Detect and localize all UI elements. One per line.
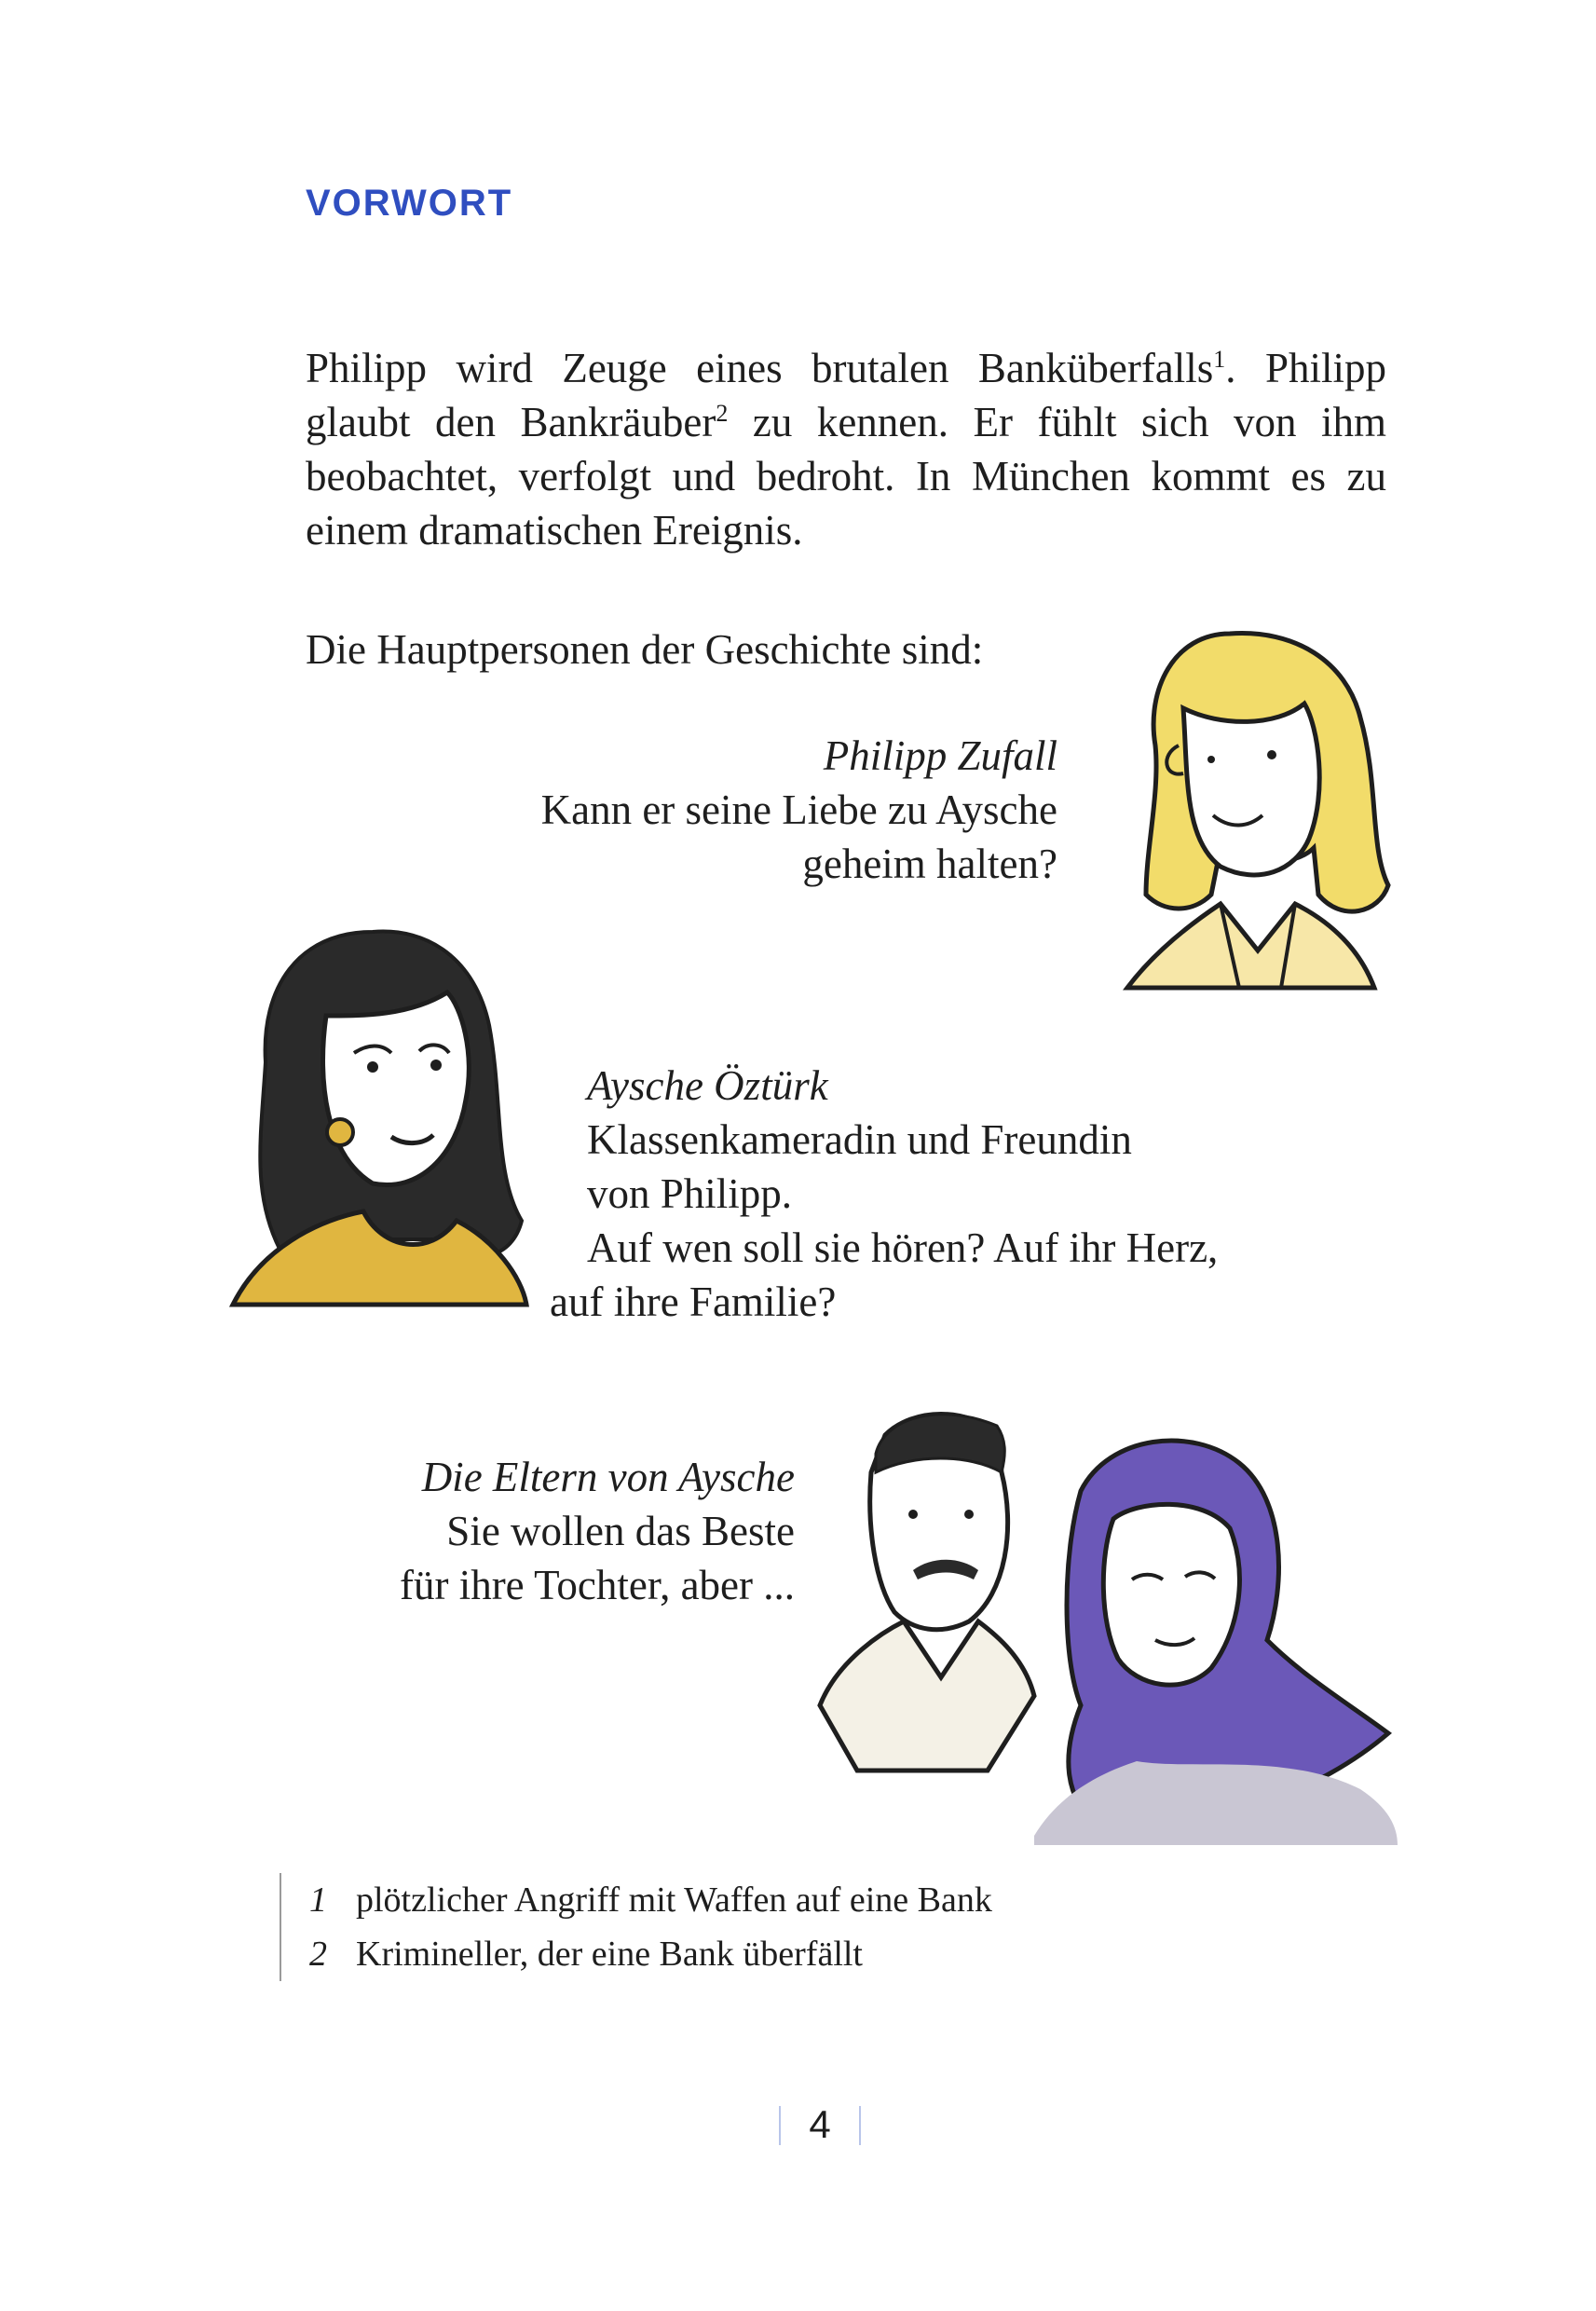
character-desc-line: geheim halten? (802, 841, 1057, 887)
character-aysche (550, 1059, 1388, 1329)
footnote-item (309, 1927, 1241, 1981)
character-name-philipp: Philipp Zufall (823, 732, 1057, 779)
page-number: 4 (773, 2097, 866, 2153)
footnote-ref-1: 1 (1213, 346, 1226, 373)
aysche-portrait-illustration (224, 913, 531, 1323)
parents-portrait-illustration (801, 1398, 1407, 1845)
footnote-number: 2 (309, 1935, 327, 1974)
character-philipp (405, 729, 1057, 891)
philipp-portrait-illustration (1109, 615, 1398, 1006)
intro-paragraph (306, 341, 1386, 557)
footnotes (280, 1873, 1241, 1981)
footnote-item (309, 1873, 1241, 1927)
character-desc-line: von Philipp. (587, 1170, 793, 1217)
character-name-parents: Die Eltern von Aysche (421, 1454, 795, 1500)
page-heading: VORWORT (306, 183, 513, 224)
character-parents (49, 1450, 795, 1612)
intro-text-1: Philipp wird Zeuge eines brutalen Banküberfalls (306, 345, 1214, 391)
character-desc-line: Sie wollen das Beste (446, 1508, 795, 1554)
character-desc-line: Auf wen soll sie hören? Auf ihr Herz, (587, 1224, 1219, 1271)
footnote-number: 1 (309, 1880, 327, 1920)
footnote-ref-2: 2 (716, 400, 729, 427)
footnote-text: Krimineller, der eine Bank überfällt (356, 1935, 863, 1974)
footnote-text: plötzlicher Angriff mit Waffen auf eine Bank (356, 1880, 992, 1920)
character-desc-line: für ihre Tochter, aber ... (399, 1562, 795, 1608)
character-desc-line: Kann er seine Liebe zu Aysche (540, 786, 1057, 833)
intro-text-2: . Philipp glaubt den Bankräuber (306, 345, 1386, 445)
character-desc-line: auf ihre Familie? (550, 1279, 837, 1325)
character-desc-line: Klassenkameradin und Freundin (587, 1116, 1132, 1163)
intro-text-3: zu kennen. Er fühlt sich von ihm beobachtet, verfolgt und bedroht. In München kommt es zu einem dramatischen Ereignis. (306, 399, 1386, 554)
character-name-aysche: Aysche Öztürk (587, 1062, 828, 1109)
characters-heading: Die Hauptpersonen der Geschichte sind: (306, 626, 984, 673)
